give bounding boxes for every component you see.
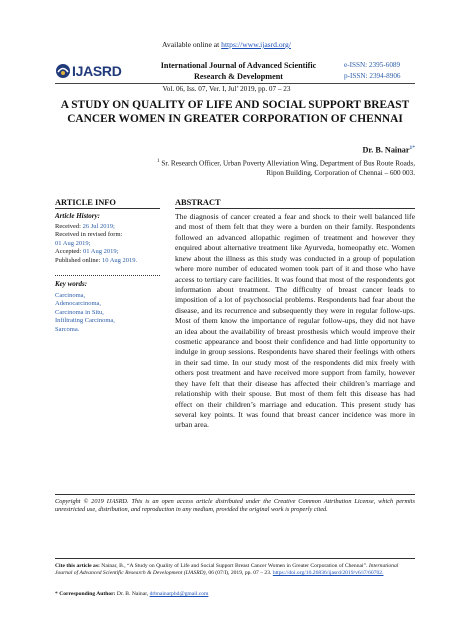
keywords-block — [55, 280, 160, 335]
pissn: p-ISSN: 2394-8906 — [344, 72, 401, 80]
abstract-heading: ABSTRACT — [175, 198, 221, 207]
cite-journal: International Journal of Advanced Scientific Research & Development (IJASRD) — [55, 563, 399, 577]
journal-website-link[interactable]: https://www.ijasrd.org/ — [221, 40, 291, 49]
author-affiliation: $^1$ Sr. Research Officer, Urban Poverty Alleviation Wing, Department of Bus Route Roads, Ripon Building, Corporation of Chennai – 600 003. — [157, 159, 415, 178]
keyword-item[interactable]: Carcinoma in Situ, — [55, 308, 104, 316]
eissn: e-ISSN: 2395-6089 — [344, 61, 401, 69]
logo-wordmark: IJASRD — [72, 63, 122, 79]
volume-info: Vol. 06, Iss. 07, Ver. I, Jul’ 2019, pp. 07 – 23 — [162, 85, 291, 93]
journal-name — [136, 60, 341, 82]
article-title: A STUDY ON QUALITY OF LIFE AND SOCIAL SUPPORT BREAST CANCER WOMEN IN GREATER CORPORATION OF CHENNAI — [60, 99, 410, 125]
abstract-rule — [175, 208, 415, 209]
revised-date: 01 Aug 2019; — [55, 239, 91, 247]
article-history: Article History: Received: 26 Jul 2019; Received in revised form: 01 Aug 2019; Accepted: 01 Aug 2019; Published online: 10 Aug 2019. — [55, 212, 160, 266]
header-divider — [55, 83, 415, 84]
keywords-label: Key words: — [55, 280, 88, 288]
cite-label: Cite this article as: — [55, 563, 100, 569]
journal-name-line1: International Journal of Advanced Scientific — [160, 61, 317, 70]
abstract-bottom-rule — [55, 494, 415, 495]
footer-rule — [55, 558, 415, 559]
corr-label: * Corresponding Author: — [55, 591, 116, 597]
logo-emblem-icon — [55, 63, 71, 79]
journal-logo — [55, 62, 127, 80]
author-superscript: 1* — [409, 145, 415, 151]
history-rule — [55, 275, 160, 276]
abstract-text: The diagnosis of cancer created a fear and shock to their well balanced life and most of them felt that they were a burden on their family. Respondents followed an advanced allopathic regimen of treatment and however they enquired about alternative treatment like Ayurveda, homeopathy etc. Women knew about the illness as this study was conducted in a group of population where more number of educated women took part of it and those who have access to tertiary care facilities. It was found that most of the respondents got information about treatment. The difficulty of breast cancer leads to imposition of a lot of psychosocial problems. Respondents had fear about the disease, and its recurrence and subsequently they were in regular follow-ups. Most of them know the importance of regular follow-ups, they did not have an idea about the availability of breast prosthesis which would improve their cosmetic appearance and boost their confidence and had little opportunity to indulge in group sessions. Respondents have shared their feelings with others in their sad time. In our study most of the respondents did mix freely with others post treatment and have received more support from family, however they have felt that their disease has affected their children’s marriage and relationship with their spouse. But most of them felt this disease has had effect on their children’s marriage and education. This present study has several key points. It was found that breast cancer incidence was more in urban area. — [175, 212, 415, 430]
received-date: 26 Jul 2019; — [82, 222, 115, 230]
availability-line: Available online at https://www.ijasrd.org/ — [162, 40, 291, 49]
keyword-item[interactable]: Infiltrating Carcinoma, — [55, 317, 115, 325]
keyword-item[interactable]: Adenocarcinoma, — [55, 300, 102, 308]
author-email-link[interactable]: drbnainarphd@gmail.com — [149, 591, 209, 597]
author-name: Dr. B. Nainar$^{1*}$ — [362, 145, 415, 155]
keyword-item[interactable]: Carcinoma, — [55, 291, 86, 299]
doi-link[interactable]: https://doi.org/10.26836/ijasrd/2019/v6/i7/60702. — [272, 570, 384, 577]
affiliation-superscript: 1 — [157, 159, 160, 164]
citation: Cite this article as: Nainar, B., “A Study on Quality of Life and Social Support Breast Cancer Women in Greater Corporation of Chennai”. International Journal of Advanced Scientific Research & Development (IJASRD), 06 (07/I), 2019, pp. 07 – 23. https://doi.org/10.26836/ijasrd/2019/v6/i7/60702. — [55, 563, 399, 577]
issn-block — [344, 60, 401, 82]
accepted-date: 01 Aug 2019; — [82, 248, 119, 256]
keywords-list — [55, 292, 160, 335]
published-date: 10 Aug 2019. — [101, 256, 138, 264]
journal-name-line2: Research & Development — [194, 72, 283, 81]
keyword-item[interactable]: Sarcoma. — [55, 325, 80, 333]
article-info-heading: ARTICLE INFO — [55, 198, 116, 207]
history-label: Article History: — [55, 212, 100, 220]
corresponding-author: * Corresponding Author: Dr. B. Nainar, drbnainarphd@gmail.com — [55, 591, 209, 597]
copyright-notice: Copyright © 2019 IJASRD. This is an open access article distributed under the Creative Common Attribution License, which permits unrestricted use, distribution, and reproduction in any medium, provided the original work is properly cited. — [55, 498, 415, 514]
article-info-rule — [55, 208, 160, 209]
